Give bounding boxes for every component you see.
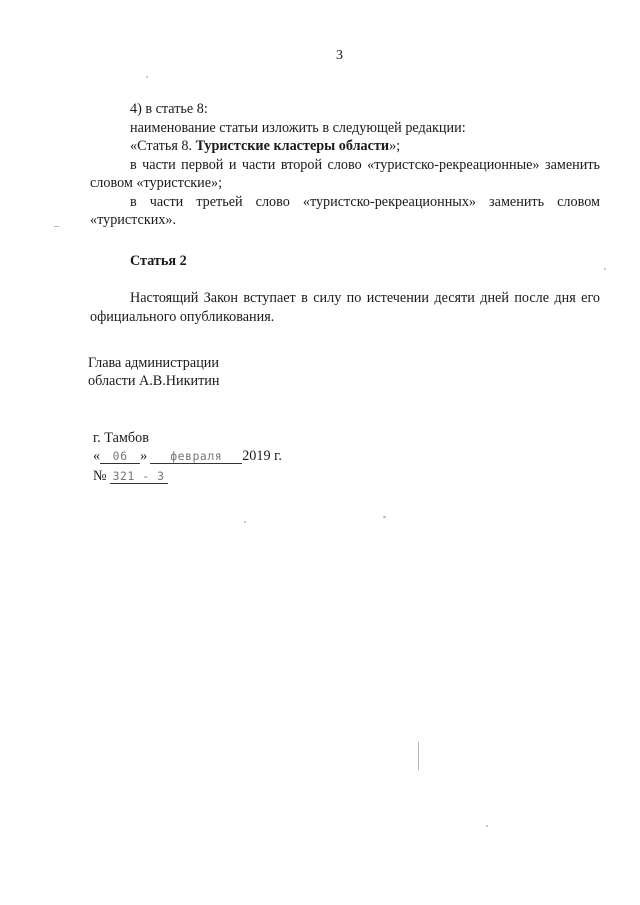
date-line xyxy=(93,447,282,463)
scan-speck xyxy=(418,742,419,770)
date-month-field xyxy=(150,449,242,464)
scan-speck xyxy=(244,521,246,523)
page-number: 3 xyxy=(336,48,343,63)
date-month: февраля xyxy=(170,449,223,463)
number-line xyxy=(93,467,282,483)
amendment-part-three: в части третьей слово «туристско-рекреационных» заменить словом «туристских». xyxy=(90,193,600,228)
amendment-item-number: 4) в статье 8: xyxy=(130,101,208,117)
law-number-field xyxy=(110,469,168,484)
new-title-prefix: «Статья 8. xyxy=(130,138,196,154)
scan-speck xyxy=(604,268,606,270)
city-line xyxy=(93,429,282,445)
article-heading: Статья 2 xyxy=(130,252,187,269)
scan-speck xyxy=(54,226,59,227)
place-date-block xyxy=(93,429,282,483)
document-body xyxy=(90,100,600,326)
date-open-quote: « xyxy=(93,448,101,464)
date-day: 06 xyxy=(112,449,128,463)
law-number: 321 - З xyxy=(112,469,165,483)
signature-position: Глава администрации xyxy=(88,355,219,371)
article-text: Настоящий Закон вступает в силу по истечении десяти дней после дня его официального опубликования. xyxy=(90,290,600,325)
date-day-field xyxy=(100,449,140,464)
scan-speck xyxy=(146,76,148,78)
amendment-new-title xyxy=(90,137,600,156)
number-sign: № xyxy=(93,468,107,484)
scan-speck xyxy=(486,825,488,827)
signature-name: области А.В.Никитин xyxy=(88,373,220,389)
new-title-bold: Туристские кластеры области xyxy=(195,138,390,154)
new-title-suffix: »; xyxy=(389,138,401,154)
city: г. Тамбов xyxy=(93,430,149,446)
scan-speck xyxy=(383,516,386,518)
date-close-quote: » xyxy=(140,448,148,464)
amendment-instruction: наименование статьи изложить в следующей редакции: xyxy=(130,119,466,136)
signature-block xyxy=(88,354,219,390)
amendment-parts-one-two: в части первой и части второй слово «туристско-рекреационные» заменить словом «туристские»; xyxy=(90,156,600,191)
date-year: 2019 г. xyxy=(242,448,282,464)
